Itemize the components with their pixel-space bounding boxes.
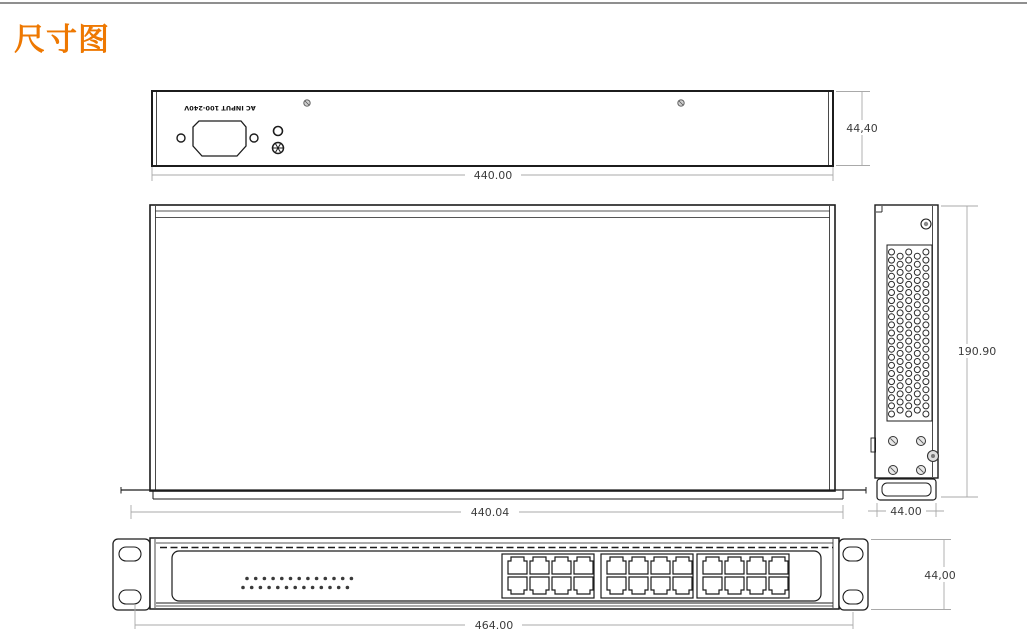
mounting-ear-right xyxy=(839,539,868,610)
led-indicator-icon xyxy=(306,577,310,581)
led-indicator-icon xyxy=(241,586,245,590)
rear-top-screw-icon xyxy=(678,100,684,106)
led-indicator-icon xyxy=(302,586,306,590)
dim-side-height xyxy=(941,206,1002,497)
svg-text:44.00: 44.00 xyxy=(890,505,922,518)
led-indicator-icon xyxy=(276,586,280,590)
page-title: 尺寸图 xyxy=(14,22,110,57)
led-indicator-icon xyxy=(337,586,341,590)
mounting-ear-left xyxy=(113,539,150,610)
dim-front-height xyxy=(871,540,962,610)
led-indicator-icon xyxy=(315,577,319,581)
led-indicator-icon xyxy=(271,577,275,581)
led-indicator-icon xyxy=(350,577,354,581)
dim-rear-height xyxy=(836,92,884,166)
svg-text:44,00: 44,00 xyxy=(924,569,956,582)
svg-text:44,40: 44,40 xyxy=(846,122,878,135)
led-indicator-icon xyxy=(311,586,315,590)
svg-text:440.00: 440.00 xyxy=(473,169,513,182)
side-mounting-ear xyxy=(877,479,936,500)
led-indicator-icon xyxy=(297,577,301,581)
led-indicator-icon xyxy=(254,577,258,581)
led-indicator-icon xyxy=(346,586,350,590)
led-indicator-icon xyxy=(259,586,263,590)
led-indicator-icon xyxy=(280,577,284,581)
svg-text:190.90: 190.90 xyxy=(957,345,997,358)
rear-panel-view xyxy=(152,91,884,182)
led-indicator-icon xyxy=(285,586,289,590)
led-indicator-icon xyxy=(263,577,267,581)
led-indicator-icon xyxy=(324,577,328,581)
dim-top-width xyxy=(131,505,843,519)
dim-side-width xyxy=(868,503,944,518)
led-indicator-icon xyxy=(250,586,254,590)
led-indicator-icon xyxy=(289,577,293,581)
dim-rear-width xyxy=(152,167,833,182)
svg-text:440.04: 440.04 xyxy=(470,506,510,519)
led-indicator-icon xyxy=(332,577,336,581)
svg-text:464.00: 464.00 xyxy=(474,619,514,632)
side-view xyxy=(868,205,1002,518)
front-view xyxy=(113,538,962,632)
led-indicator-icon xyxy=(341,577,345,581)
rear-top-screw-icon xyxy=(304,100,310,106)
led-indicator-icon xyxy=(328,586,332,590)
led-indicator-icon xyxy=(320,586,324,590)
ac-input-label: AC INPUT 100-240V xyxy=(184,104,256,112)
led-indicator-icon xyxy=(293,586,297,590)
led-indicator-icon xyxy=(245,577,249,581)
top-view xyxy=(121,205,866,519)
led-indicator-icon xyxy=(267,586,271,590)
